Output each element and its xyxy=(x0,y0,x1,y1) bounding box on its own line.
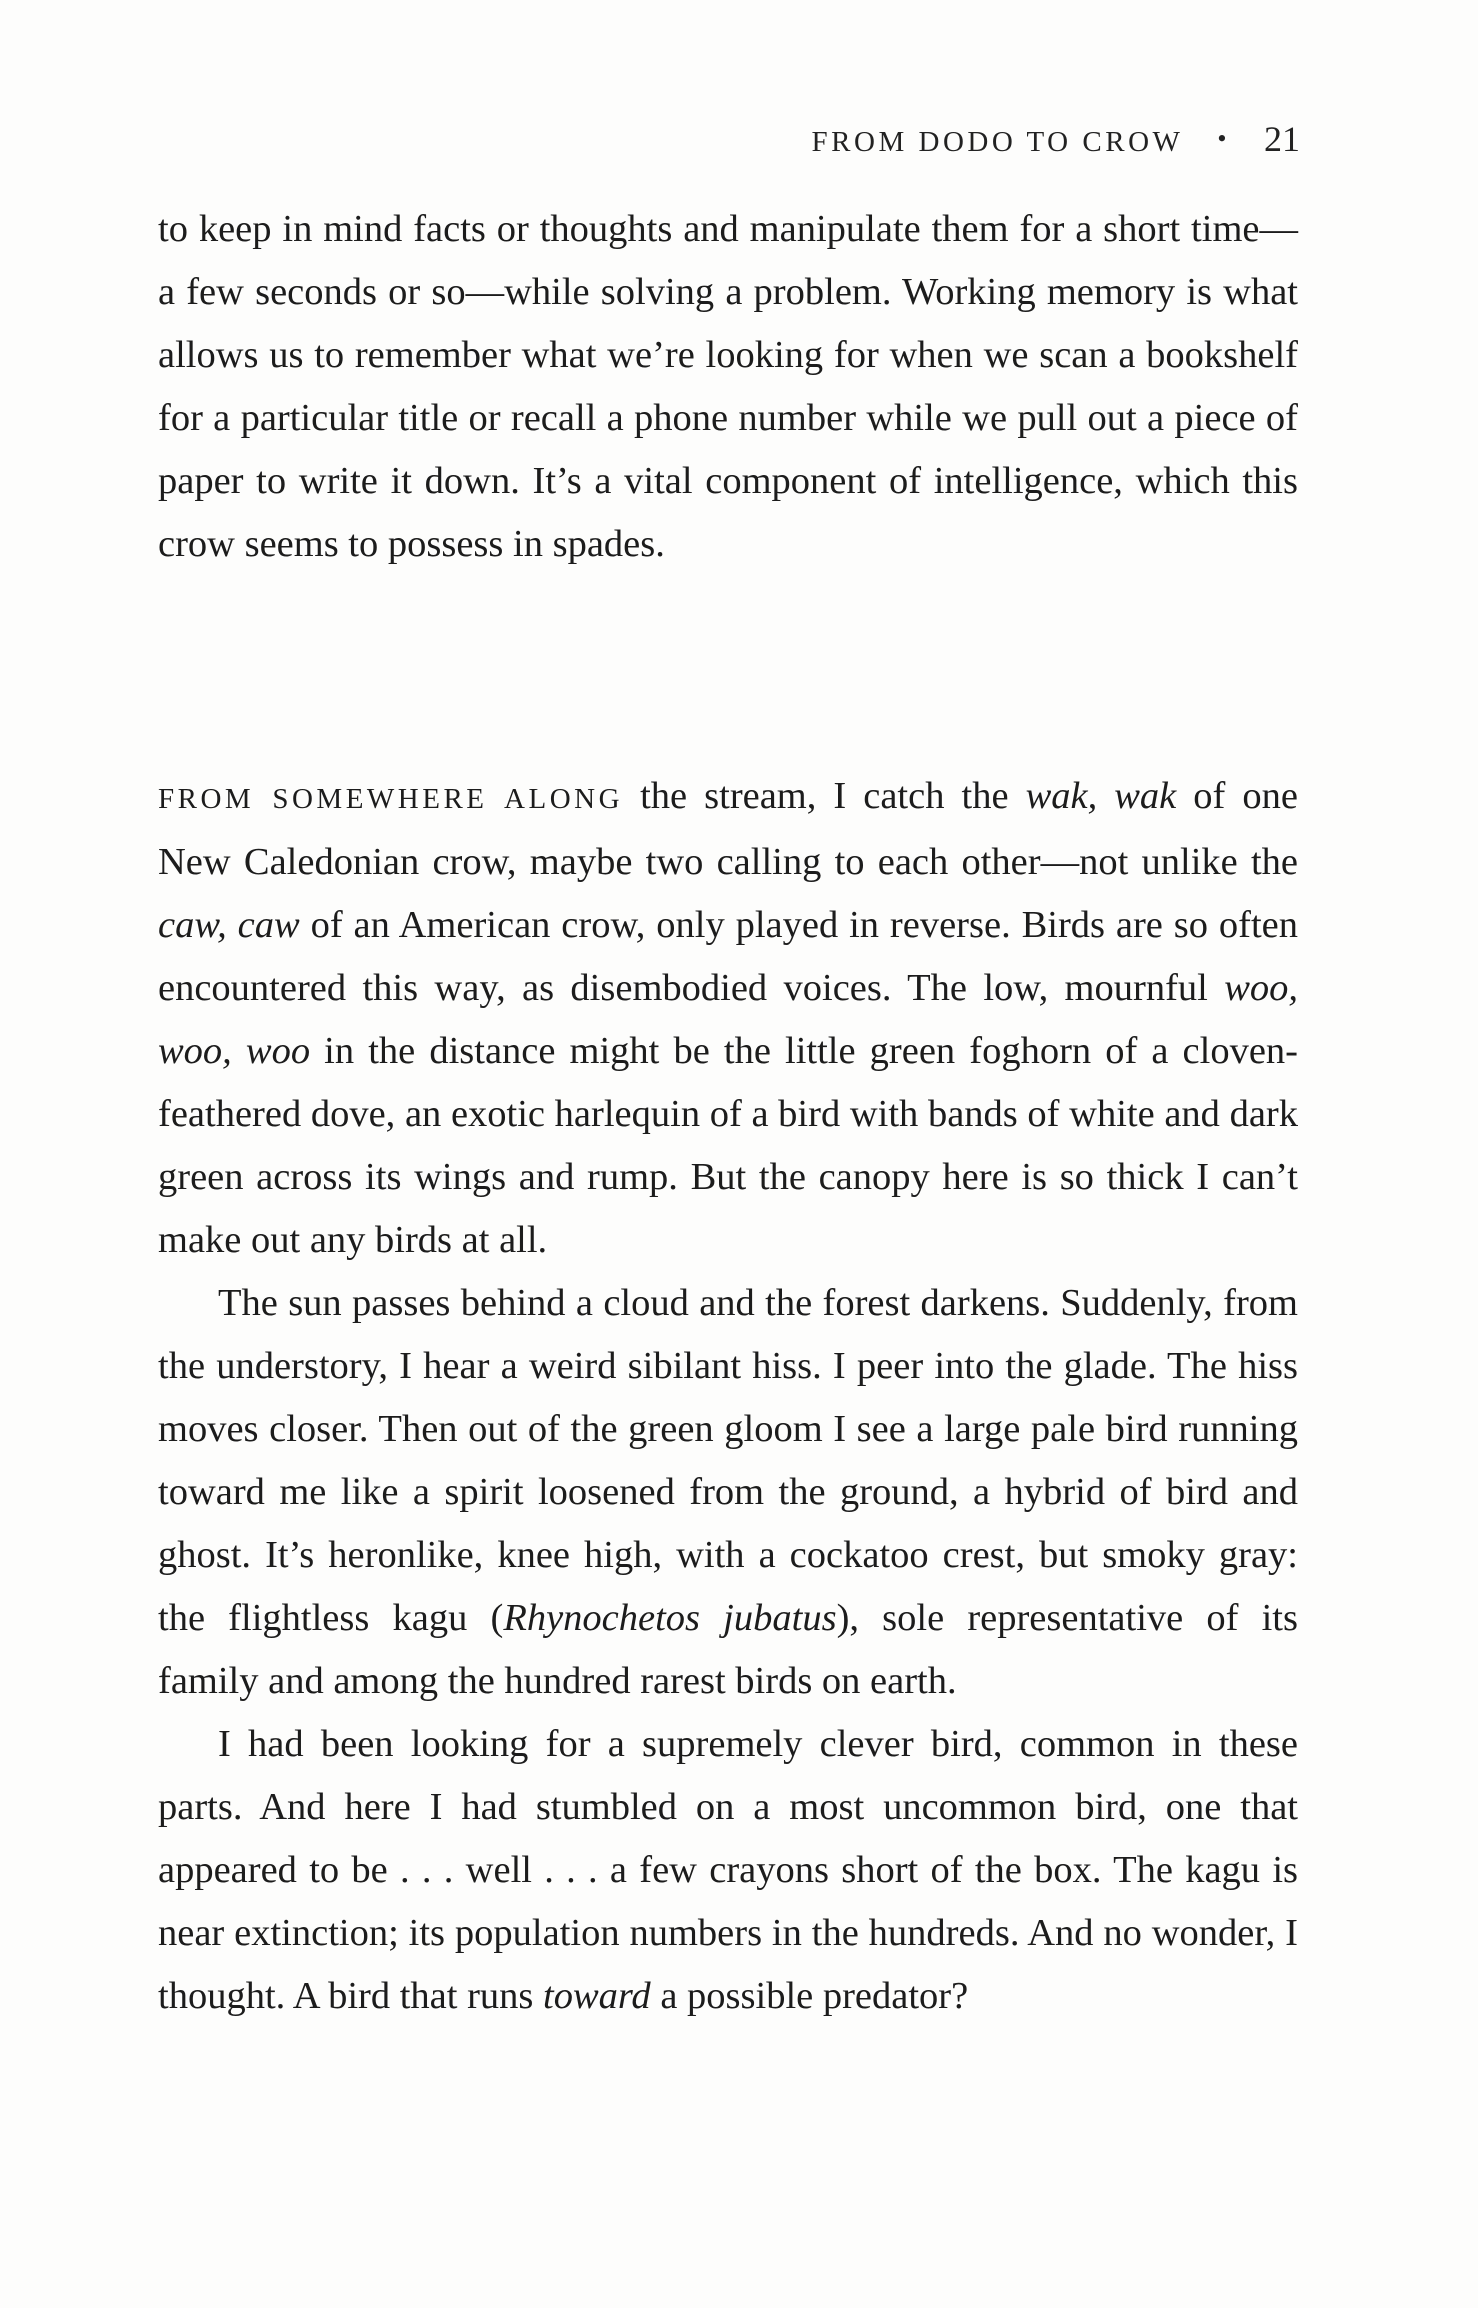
p3-text-1: The sun passes behind a cloud and the forest darkens. Suddenly, from the understory, I hear a weird sibilant hiss. I peer into the glade. The hiss moves closer. Then out of the green gloom I see a large pale bird running toward me like a spirit loosened from the ground, a hybrid of bird and ghost. It’s heronlike, knee high, with a cockatoo crest, but smoky gray: the flightless kagu ( xyxy=(158,1282,1298,1639)
p3-italic-1: Rhynochetos jubatus xyxy=(503,1597,837,1639)
p3-text-2: ), sole representative of its family and among the hundred rarest birds on earth. xyxy=(158,1597,1298,1702)
paragraph-4 xyxy=(158,1713,1298,2028)
page-number: 21 xyxy=(1264,119,1300,159)
p2-italic-3: woo, woo, woo xyxy=(158,967,1298,1072)
p2-text-4: in the distance might be the little green foghorn of a cloven-feathered dove, an exotic harlequin of a bird with bands of white and dark green across its wings and rump. But the canopy here is so thick I can’t make out any birds at all. xyxy=(158,1030,1298,1261)
paragraph-1: to keep in mind facts or thoughts and manipulate them for a short time—a few seconds or so—while solving a problem. Working memory is what allows us to remember what we’re looking for when we scan a bookshelf for a particular title or recall a phone number while we pull out a piece of paper to write it down. It’s a vital component of intelligence, which this crow seems to possess in spades. xyxy=(158,208,1298,565)
paragraph-2 xyxy=(158,765,1298,1272)
header-separator: • xyxy=(1217,124,1230,153)
paragraph-3 xyxy=(158,1272,1298,1713)
running-title: FROM DODO TO CROW xyxy=(811,126,1184,158)
p2-italic-1: wak, wak xyxy=(1025,775,1177,817)
p2-text-2: of one New Caledonian crow, maybe two calling to each other—not unlike the xyxy=(158,775,1298,883)
text-block-main xyxy=(158,765,1298,2028)
p2-text-1: the stream, I catch the xyxy=(623,775,1026,817)
running-head xyxy=(640,118,1300,160)
p4-text-2: a possible predator? xyxy=(650,1975,969,2017)
p2-italic-2: caw, caw xyxy=(158,904,300,946)
p4-text-1: I had been looking for a supremely clever bird, common in these parts. And here I had stumbled on a most uncommon bird, one that appeared to be . . . well . . . a few crayons short of the box. The kagu is near extinction; its population numbers in the hundreds. And no wonder, I thought. A bird that runs xyxy=(158,1723,1298,2017)
p2-text-3: of an American crow, only played in reverse. Birds are so often encountered this way, as disembodied voices. The low, mournful xyxy=(158,904,1298,1009)
text-block-top xyxy=(158,198,1298,576)
p4-italic-1: toward xyxy=(543,1975,651,2017)
section-lead-in: FROM SOMEWHERE ALONG xyxy=(158,783,624,815)
